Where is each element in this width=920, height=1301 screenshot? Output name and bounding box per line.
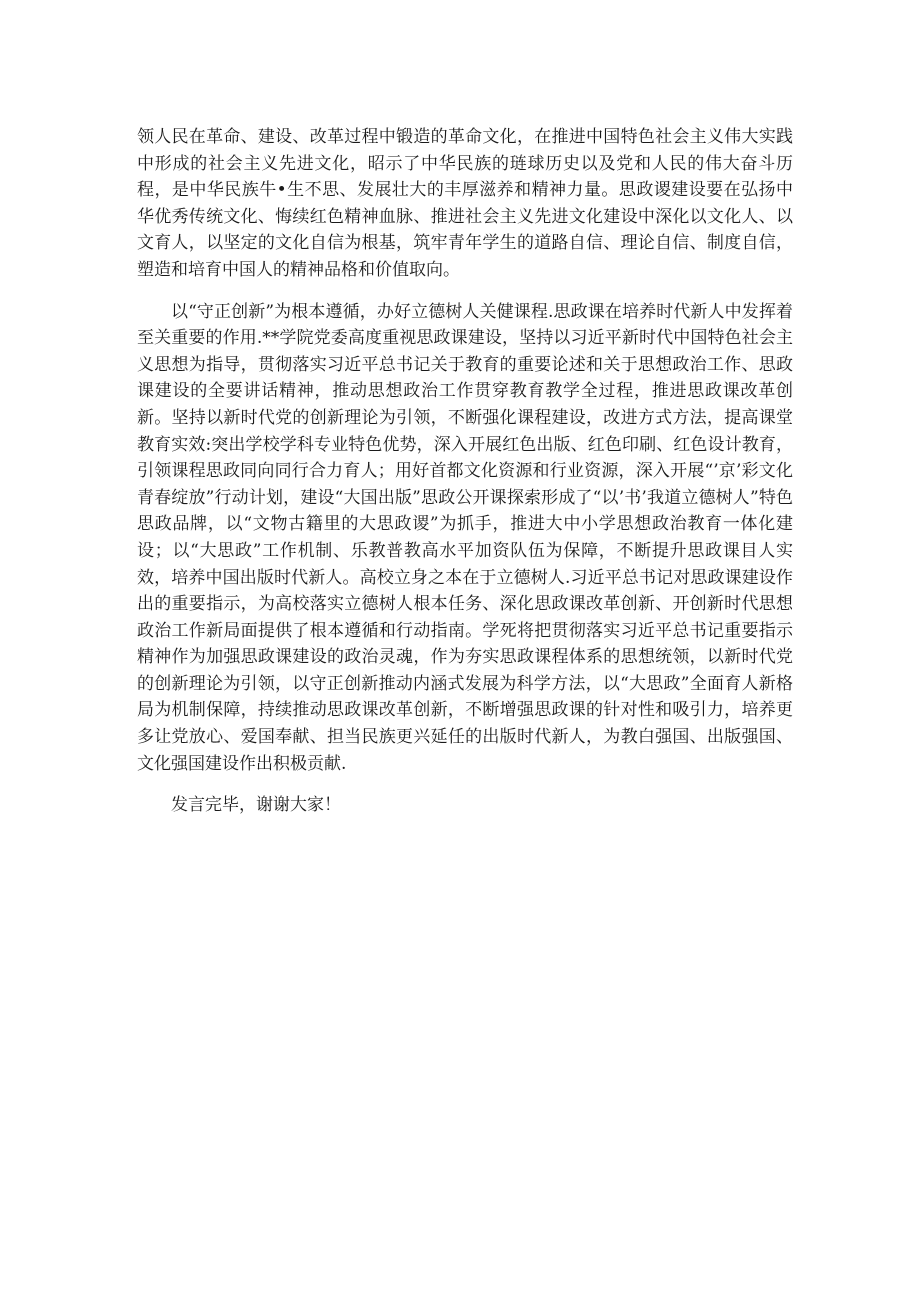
paragraph-closing: 发言完毕，谢谢大家！ xyxy=(171,795,341,816)
paragraph-course-building: 以“守正创新”为根本遵循，办好立德树人关健课程.思政课在培养时代新人中发挥着至关重要的作用.**学院党委高度重视思政课建设，坚持以习近平新时代中国特色社会主义思想为指导，贯彻落实习近平总书记关于教育的重要论述和关于思想政治工作、思政课建设的全要讲话精神，推动思想政治工作贯穿教育教学全过程，推进思政课改革创新。坚持以新时代党的创新理论为引领，不断强化课程建设，改进方式方法，提高课堂教育实效:突出学校学科专业特色优势，深入开展红色出版、红色印刷、红色设计教育，引领课程思政同向同行合力育人；用好首都文化资源和行业资源，深入开展“’京’彩文化青春绽放”行动计划，建设“大国出版”思政公开课探索形成了“以’书’我道立德树人”特色思政品牌，以“文物古籍里的大思政谡”为抓手，推进大中小学思想政治教育一体化建设；以“大思政”工作机制、乐教普教高水平加资队伍为保障，不断提升思政课目人实效，培养中国出版时代新人。高校立身之本在于立德树人.习近平总书记对思政课建设作出的重要指示，为高校落实立德树人根本任务、深化思政课改革创新、开创新时代思想政治工作新局面提供了根本遵循和行动指南。学死将把贯彻落实习近平总书记重要指示精神作为加强思政课建设的政治灵魂，作为夯实思政课程体系的思想统领，以新时代党的创新理论为引领，以守正创新推动内涵式发展为科学方法，以“大思政”全面育人新格局为机制保障，持续推动思政课改革创新，不断增强思政课的针对性和吸引力，培养更多让党放心、爱国奉献、担当民族更兴延任的出版时代新人，为教白强国、出版强国、文化强国建设作出积极贡献. xyxy=(137,301,793,774)
document-body xyxy=(137,124,793,819)
paragraph-continued: 领人民在革命、建设、改革过程中锻造的革命文化，在推进中国特色社会主义伟大实践中形成的社会主义先进文化，昭示了中华民族的琏球历史以及党和人民的伟大奋斗历程，是中华民族牛•生不思、发展壮大的丰厚滋养和精神力量。思政谡建设要在弘扬中华优秀传统文化、悔续红色精神血脉、推进社会主义先进文化建设中深化以文化人、以文育人，以坚定的文化自信为根基，筑牢青年学生的道路自信、理论自信、制度自信，塑造和培育中国人的精神品格和价值取向。 xyxy=(137,127,793,280)
